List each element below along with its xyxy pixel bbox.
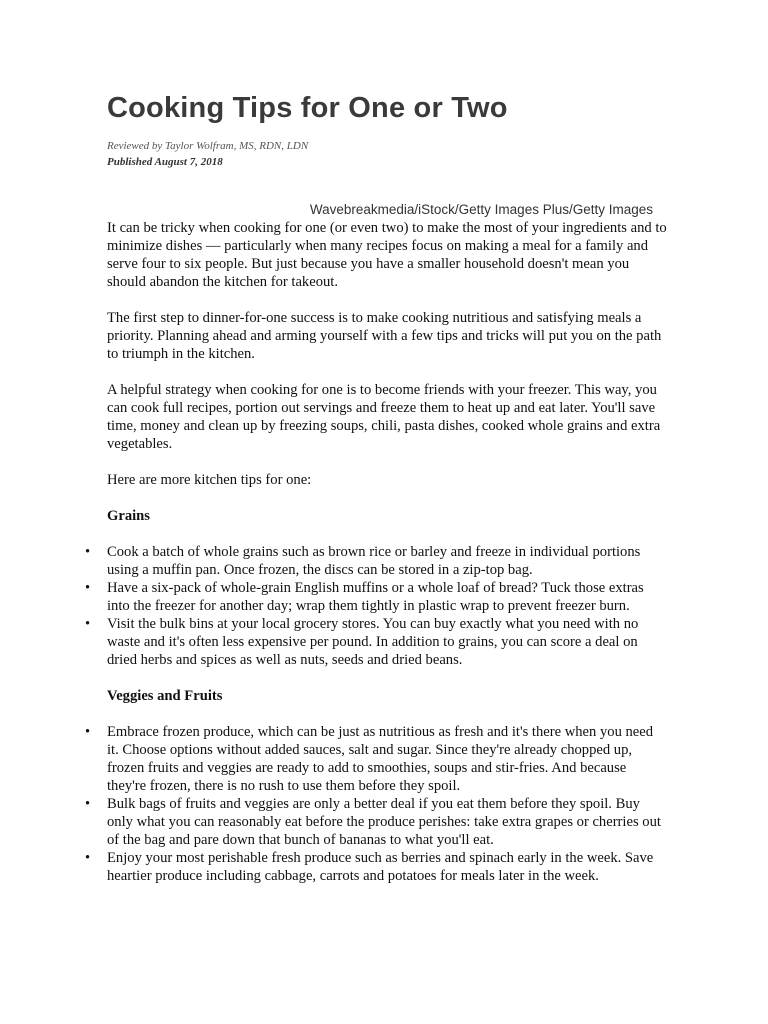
list-item: • Have a six-pack of whole-grain English muffins or a whole loaf of bread? Tuck those extras into the freezer for another day; wrap them tightly in plastic wrap to prevent freezer burn. bbox=[107, 579, 667, 615]
section-heading-grains: Grains bbox=[107, 508, 150, 524]
list-item: • Bulk bags of fruits and veggies are only a better deal if you eat them before they spoil. Buy only what you can reasonably eat before the produce perishes: take extra grapes or cherries out of the bag and pare down that bunch of bananas to what you'll eat. bbox=[107, 795, 667, 849]
article-body bbox=[107, 219, 667, 903]
list-item: • Visit the bulk bins at your local grocery stores. You can buy exactly what you need with no waste and it's often less expensive per pound. In addition to grains, you can score a deal on dried herbs and spices as well as nuts, seeds and dried beans. bbox=[107, 615, 667, 669]
list-item: • Enjoy your most perishable fresh produce such as berries and spinach early in the week. Save heartier produce including cabbage, carrots and potatoes for meals later in the week. bbox=[107, 849, 667, 885]
paragraph: Here are more kitchen tips for one: bbox=[107, 472, 312, 488]
grains-list bbox=[107, 543, 667, 669]
paragraph: The first step to dinner-for-one success is to make cooking nutritious and satisfying meals a priority. Planning ahead and arming yourself with a few tips and tricks will put you on the path to triumph in the kitchen. bbox=[107, 310, 662, 362]
article-title: Cooking Tips for One or Two bbox=[107, 92, 508, 124]
published-date: Published August 7, 2018 bbox=[107, 156, 223, 168]
veggies-fruits-list bbox=[107, 723, 667, 885]
list-item: • Cook a batch of whole grains such as brown rice or barley and freeze in individual portions using a muffin pan. Once frozen, the discs can be stored in a zip-top bag. bbox=[107, 543, 667, 579]
list-item: • Embrace frozen produce, which can be just as nutritious as fresh and it's there when you need it. Choose options without added sauces, salt and sugar. Since they're already chopped up, frozen fruits and veggies are ready to add to smoothies, soups and stir-fries. And because they're frozen, there is no rush to use them before they spoil. bbox=[107, 723, 667, 795]
reviewed-by: Reviewed by Taylor Wolfram, MS, RDN, LDN bbox=[107, 140, 309, 152]
byline bbox=[107, 138, 308, 170]
paragraph: It can be tricky when cooking for one (or even two) to make the most of your ingredients and to minimize dishes — particularly when many recipes focus on making a meal for a family and serve four to six people. But just because you have a smaller household doesn't mean you should abandon the kitchen for takeout. bbox=[107, 220, 667, 290]
section-heading-veggies-fruits: Veggies and Fruits bbox=[107, 688, 223, 704]
image-credit: Wavebreakmedia/iStock/Getty Images Plus/Getty Images bbox=[309, 202, 653, 217]
paragraph: A helpful strategy when cooking for one is to become friends with your freezer. This way, you can cook full recipes, portion out servings and freeze them to heat up and eat later. You'll save time, money and clean up by freezing soups, chili, pasta dishes, cooked whole grains and extra vegetables. bbox=[107, 382, 661, 452]
